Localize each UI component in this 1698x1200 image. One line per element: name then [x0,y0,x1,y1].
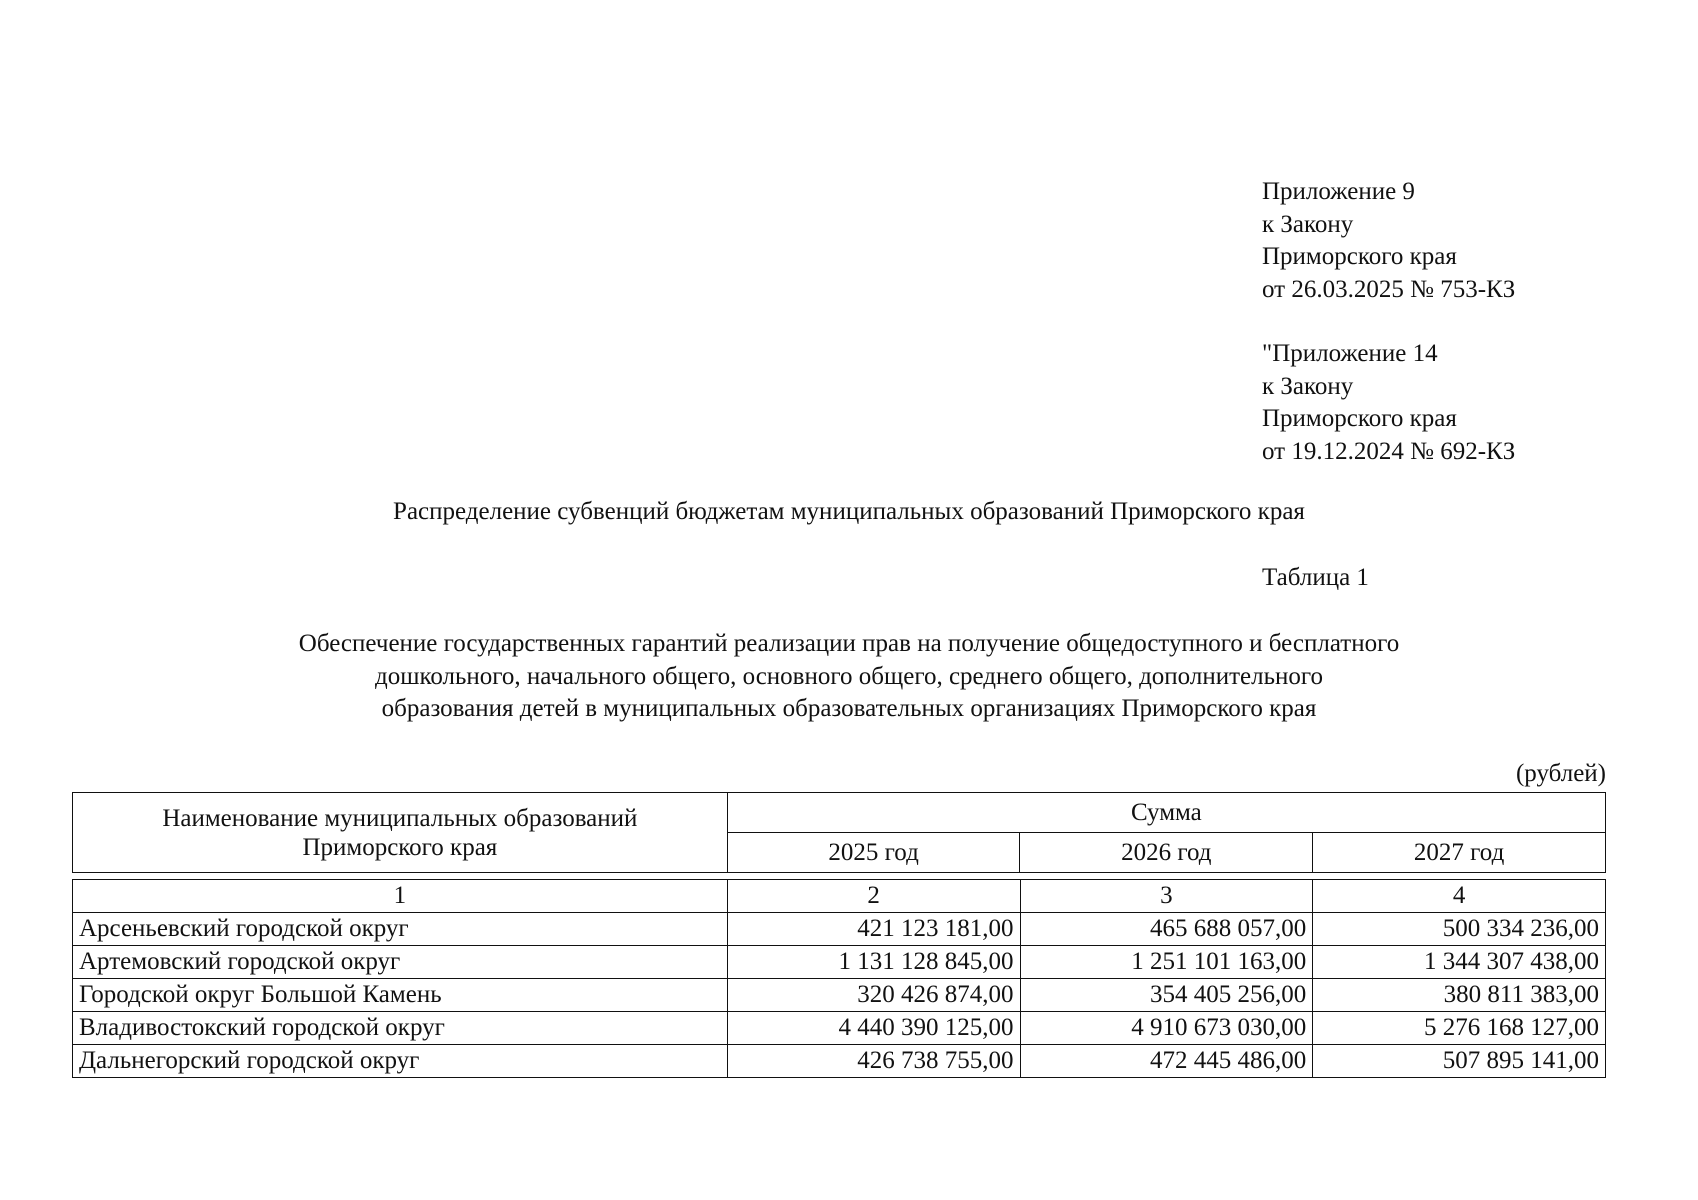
annex-14-line: "Приложение 14 [1262,340,1438,367]
annex-14-block [1262,338,1515,468]
subtitle-line: Обеспечение государственных гарантий реализации прав на получение общедоступного и бесплатного [298,630,1400,657]
amount-cell: 1 131 128 845,00 [727,946,1020,979]
annex-9-line: Приморского края [1262,243,1457,270]
table-row [73,913,1606,946]
subtitle-line: образования детей в муниципальных образовательных организациях Приморского края [381,695,1317,722]
column-number-cell: 2 [727,880,1020,913]
amount-cell: 354 405 256,00 [1020,979,1313,1012]
table-number: Таблица 1 [1262,564,1369,591]
annex-9-block [1262,176,1515,306]
table-row [73,979,1606,1012]
municipality-name-cell: Городской округ Большой Камень [73,979,728,1012]
header-year-cell: 2026 год [1020,833,1313,873]
units-label: (рублей) [1515,760,1606,787]
amount-cell: 500 334 236,00 [1313,913,1606,946]
amount-cell: 4 910 673 030,00 [1020,1012,1313,1045]
amount-cell: 426 738 755,00 [727,1045,1020,1078]
amount-cell: 1 251 101 163,00 [1020,946,1313,979]
municipality-name-cell: Арсеньевский городской округ [73,913,728,946]
municipality-name-cell: Владивостокский городской округ [73,1012,728,1045]
table-subtitle [0,628,1698,726]
annex-14-line: Приморского края [1262,405,1457,432]
header-name-line: Приморского края [302,833,498,861]
municipality-name-cell: Артемовский городской округ [73,946,728,979]
table-row [73,1012,1606,1045]
amount-cell: 465 688 057,00 [1020,913,1313,946]
annex-9-line: к Закону [1262,210,1354,238]
annex-9-line: Приложение 9 [1262,178,1415,205]
header-name-line: Наименование муниципальных образований [162,804,638,832]
subtitle-line: дошкольного, начального общего, основного общего, среднего общего, дополнительного [374,662,1323,690]
document-heading: Распределение субвенций бюджетам муниципальных образований Приморского края [393,498,1305,525]
municipality-name-cell: Дальнегорский городской округ [73,1045,728,1078]
amount-cell: 320 426 874,00 [727,979,1020,1012]
table-row [73,946,1606,979]
amount-cell: 5 276 168 127,00 [1313,1012,1606,1045]
column-number-cell: 3 [1020,880,1313,913]
data-table [72,879,1606,1078]
annex-14-line: от 19.12.2024 № 692-КЗ [1262,437,1516,465]
amount-cell: 4 440 390 125,00 [727,1012,1020,1045]
header-name-cell [73,793,728,873]
column-number-row [73,880,1606,913]
amount-cell: 421 123 181,00 [727,913,1020,946]
amount-cell: 472 445 486,00 [1020,1045,1313,1078]
amount-cell: 1 344 307 438,00 [1313,946,1606,979]
table-row [73,1045,1606,1078]
annex-14-line: к Закону [1262,372,1354,400]
header-year-cell: 2025 год [727,833,1020,873]
amount-cell: 507 895 141,00 [1313,1045,1606,1078]
column-number-cell: 4 [1313,880,1606,913]
header-sum-cell: Сумма [727,793,1605,833]
amount-cell: 380 811 383,00 [1313,979,1606,1012]
table-header [72,792,1606,873]
column-number-cell: 1 [73,880,728,913]
header-year-cell: 2027 год [1313,833,1606,873]
annex-9-line: от 26.03.2025 № 753-КЗ [1262,275,1516,303]
